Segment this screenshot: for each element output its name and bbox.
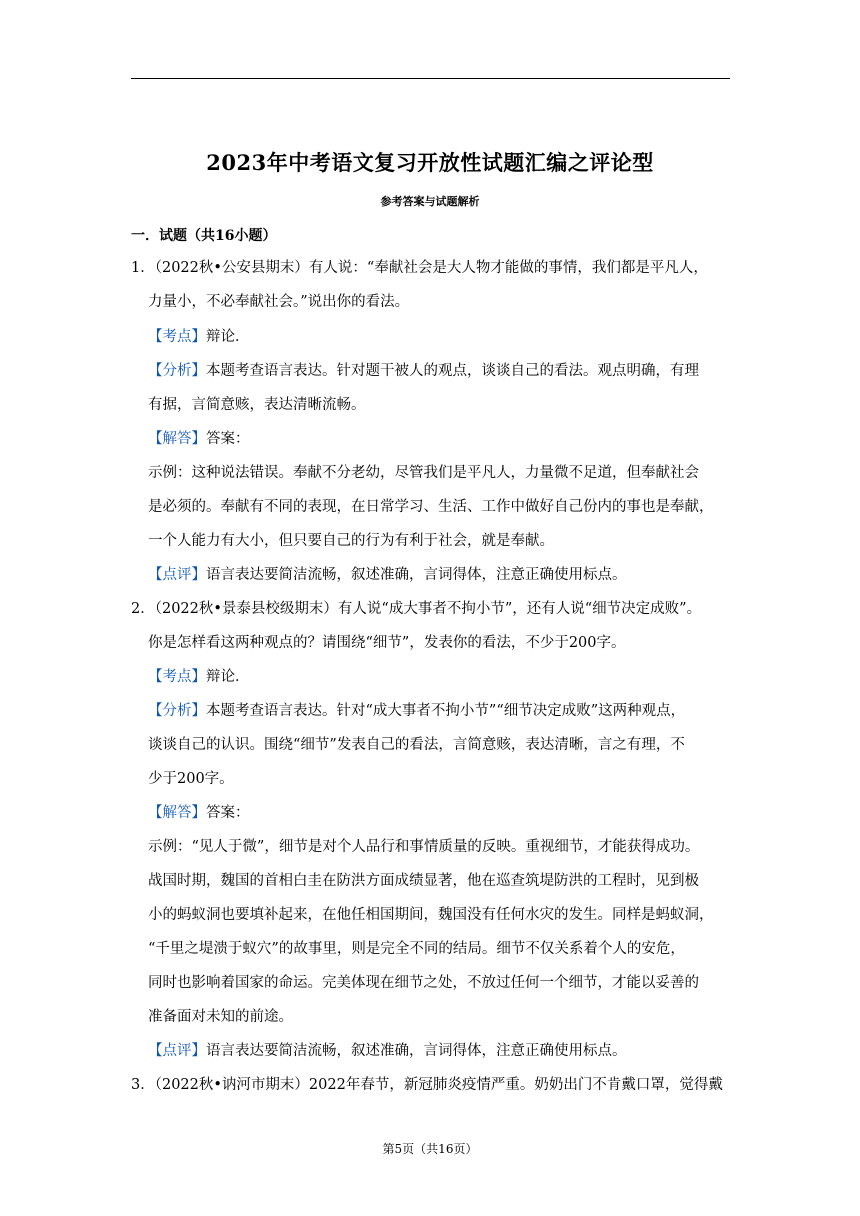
jieda-tag: 【解答】 xyxy=(148,431,206,447)
q1-fenxi: 【分析】本题考查语言表达。针对题干被人的观点，谈谈自己的看法。观点明确，有理 xyxy=(148,363,699,379)
q1-fenxi-line-2: 有据，言简意赅，表达清晰流畅。 xyxy=(148,397,366,413)
q1-answer-line-3: 一个人能力有大小，但只要自己的行为有利于社会，就是奉献。 xyxy=(148,533,554,549)
document-title: 2023年中考语文复习开放性试题汇编之评论型 xyxy=(206,150,654,175)
q1-stem-line-2: 力量小，不必奉献社会。”说出你的看法。 xyxy=(148,294,410,310)
fenxi-tag: 【分析】 xyxy=(148,363,206,379)
kaodian-tag: 【考点】 xyxy=(148,329,206,345)
q2-stem-line-1: 2．（2022秋•景泰县校级期末）有人说“成大事者不拘小节”，还有人说“细节决定成败”。 xyxy=(131,601,702,617)
q1-jieda: 【解答】答案： xyxy=(148,431,250,447)
document-subtitle: 参考答案与试题解析 xyxy=(380,195,480,208)
q2-answer-line-3: 小的蚂蚁洞也要填补起来，在他任相国期间，魏国没有任何水灾的发生。同样是蚂蚁洞， xyxy=(148,907,714,923)
q2-fenxi-line-3: 少于200字。 xyxy=(148,771,234,787)
q2-kaodian: 【考点】辩论． xyxy=(148,669,250,685)
q2-answer-line-1: 示例：“见人于微”，细节是对个人品行和事情质量的反映。重视细节，才能获得成功。 xyxy=(148,839,700,855)
q2-answer-line-4: “千里之堤溃于蚁穴”的故事里，则是完全不同的结局。细节不仅关系着个人的安危， xyxy=(148,941,685,957)
q1-kaodian: 【考点】辩论． xyxy=(148,329,250,345)
q1-answer-line-1: 示例：这种说法错误。奉献不分老幼，尽管我们是平凡人，力量微不足道，但奉献社会 xyxy=(148,465,699,481)
dianping-tag: 【点评】 xyxy=(148,1043,206,1059)
fenxi-tag: 【分析】 xyxy=(148,703,206,719)
q2-answer-line-2: 战国时期，魏国的首相白圭在防洪方面成绩显著，他在巡查筑堤防洪的工程时，见到极 xyxy=(148,873,699,889)
section-heading: 一．试题（共16小题） xyxy=(131,228,277,244)
page-footer: 第5页（共16页） xyxy=(382,1142,478,1156)
q2-stem-line-2: 你是怎样看这两种观点的？请围绕“细节”，发表你的看法，不少于200字。 xyxy=(148,635,626,651)
q2-dianping: 【点评】语言表达要简洁流畅，叙述准确，言词得体，注意正确使用标点。 xyxy=(148,1043,627,1059)
q1-answer-line-2: 是必须的。奉献有不同的表现，在日常学习、生活、工作中做好自己份内的事也是奉献， xyxy=(148,499,714,515)
q2-fenxi-line-2: 谈谈自己的认识。围绕“细节”发表自己的看法，言简意赅，表达清晰，言之有理，不 xyxy=(148,737,685,753)
header-rule xyxy=(131,78,730,79)
q2-fenxi: 【分析】本题考查语言表达。针对“成大事者不拘小节”“细节决定成败”这两种观点， xyxy=(148,703,686,719)
q1-stem-line-1: 1．（2022秋•公安县期末）有人说：“奉献社会是大人物才能做的事情，我们都是平凡人， xyxy=(131,260,708,276)
jieda-tag: 【解答】 xyxy=(148,805,206,821)
q2-answer-line-6: 准备面对未知的前途。 xyxy=(148,1009,293,1025)
dianping-tag: 【点评】 xyxy=(148,567,206,583)
q2-answer-line-5: 同时也影响着国家的命运。完美体现在细节之处，不放过任何一个细节，才能以妥善的 xyxy=(148,975,699,991)
q3-stem-line-1: 3．（2022秋•讷河市期末）2022年春节，新冠肺炎疫情严重。奶奶出门不肯戴口罩，觉得戴 xyxy=(131,1077,723,1093)
q1-dianping: 【点评】语言表达要简洁流畅，叙述准确，言词得体，注意正确使用标点。 xyxy=(148,567,627,583)
q2-jieda: 【解答】答案： xyxy=(148,805,250,821)
kaodian-tag: 【考点】 xyxy=(148,669,206,685)
